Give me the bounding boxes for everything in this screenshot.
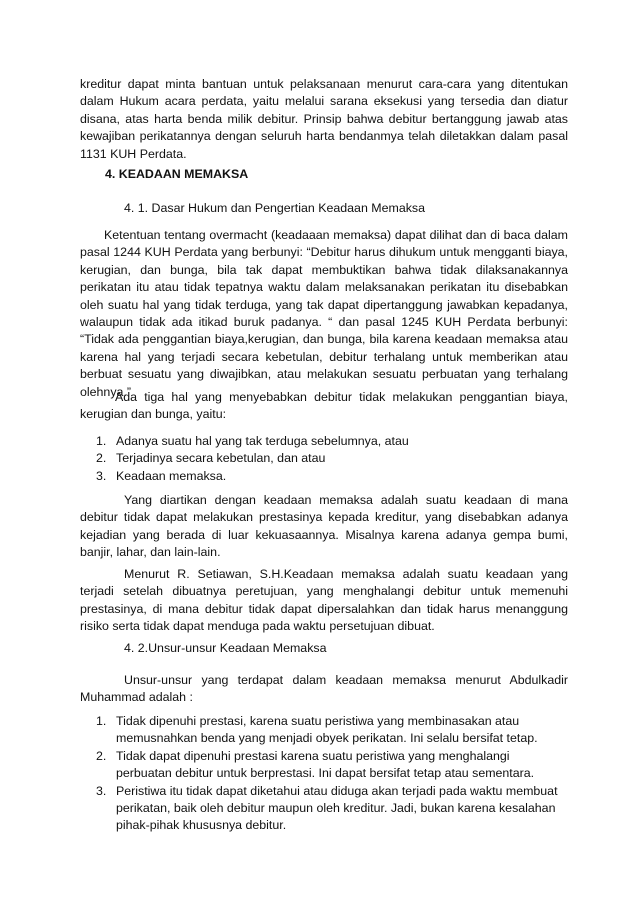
elements-list	[80, 713, 568, 835]
list-item	[80, 783, 568, 835]
list-item-text: Tidak dapat dipenuhi prestasi karena suatu peristiwa yang menghalangi perbuatan debitur untuk berprestasi. Ini dapat bersifat tetap atau sementara.	[116, 748, 535, 781]
causes-list	[80, 433, 568, 485]
list-item	[80, 433, 568, 450]
section-heading: 4. KEADAAN MEMAKSA	[105, 167, 249, 181]
list-item-text: Adanya suatu hal yang tak terduga sebelumnya, atau	[116, 434, 409, 448]
list-number: 2.	[96, 451, 107, 466]
list-item	[80, 713, 568, 748]
paragraph-abdulkadir: Unsur-unsur yang terdapat dalam keadaan memaksa menurut Abdulkadir Muhammad adalah :	[80, 673, 568, 705]
list-item-text: Peristiwa itu tidak dapat diketahui atau diduga akan terjadi pada waktu membuat perikatan, baik oleh debitur maupun oleh kreditur. Jadi, bukan karena kesalahan pihak-pihak khususnya debitur.	[116, 783, 558, 833]
list-number: 1.	[96, 434, 107, 448]
subsection-heading-unsur: 4. 2.Unsur-unsur Keadaan Memaksa	[124, 641, 327, 655]
paragraph-creditor-rights: kreditur dapat minta bantuan untuk pelaksanaan menurut cara-cara yang ditentukan dalam Hukum acara perdata, yaitu melalui sarana eksekusi yang tersedia dan diatur disana, atas harta benda milik debitur. Prinsip bahwa debitur bertanggung jawab atas kewajiban perikatannya dengan seluruh harta bendanmya telah diletakkan dalam pasal 1131 KUH Perdata.	[80, 77, 568, 161]
list-item-text: Tidak dipenuhi prestasi, karena suatu peristiwa yang membinasakan atau memusnahkan benda yang menjadi obyek perikatan. Ini selalu bersifat tetap.	[116, 714, 538, 746]
paragraph-definition: Yang diartikan dengan keadaan memaksa adalah suatu keadaan di mana debitur tidak dapat melakukan prestasinya kepada kreditur, yang disebabkan adanya kejadian yang berada di luar kekuasaannya. Misalnya karena adanya gempa bumi, banjir, lahar, dan lain-lain.	[80, 493, 568, 560]
list-number: 1.	[96, 714, 107, 728]
list-item-text: Keadaan memaksa.	[116, 468, 227, 483]
list-item-text: Terjadinya secara kebetulan, dan atau	[116, 451, 326, 466]
list-item	[80, 450, 568, 467]
list-item	[80, 748, 568, 783]
paragraph-three-causes: Ada tiga hal yang menyebabkan debitur tidak melakukan penggantian biaya, kerugian dan bunga, yaitu:	[80, 390, 568, 422]
list-item	[80, 468, 568, 485]
paragraph-setiawan: Menurut R. Setiawan, S.H.Keadaan memaksa adalah suatu keadaan yang terjadi setelah dibuatnya peretujuan, yang menghalangi debitur untuk memenuhi prestasinya, di mana debitur tidak dapat dipersalahkan dan tidak harus menanggung risiko serta tidak dapat menduga pada waktu persetujuan dibuat.	[80, 567, 568, 634]
list-number: 3.	[96, 783, 107, 798]
list-number: 2.	[96, 748, 107, 763]
list-number: 3.	[96, 468, 107, 483]
subsection-heading-dasar-hukum: 4. 1. Dasar Hukum dan Pengertian Keadaan Memaksa	[124, 201, 425, 215]
paragraph-overmacht: Ketentuan tentang overmacht (keadaaan memaksa) dapat dilihat dan di baca dalam pasal 1244 KUH Perdata yang berbunyi: “Debitur harus dihukum untuk mengganti biaya, kerugian, dan bunga, bila tak dapat membuktikan bahwa tidak dilaksanakannya perikatan itu atau tidak tepatnya waktu dalam melaksanakan perikatan itu disebabkan oleh suatu hal yang tidak terduga, yang tak dapat dipertanggung jawabkan kepadanya, walaupun tidak ada itikad buruk padanya. “ dan pasal 1245 KUH Perdata berbunyi: “Tidak ada penggantian biaya,kerugian, dan bunga, bila karena keadaan memaksa atau karena hal yang terjadi secara kebetulan, debitur terhalang untuk memberikan atau berbuat sesuatu yang diwajibkan, atau melakukan sesuatu perbuatan yang terhalang olehnya.”	[80, 228, 568, 399]
